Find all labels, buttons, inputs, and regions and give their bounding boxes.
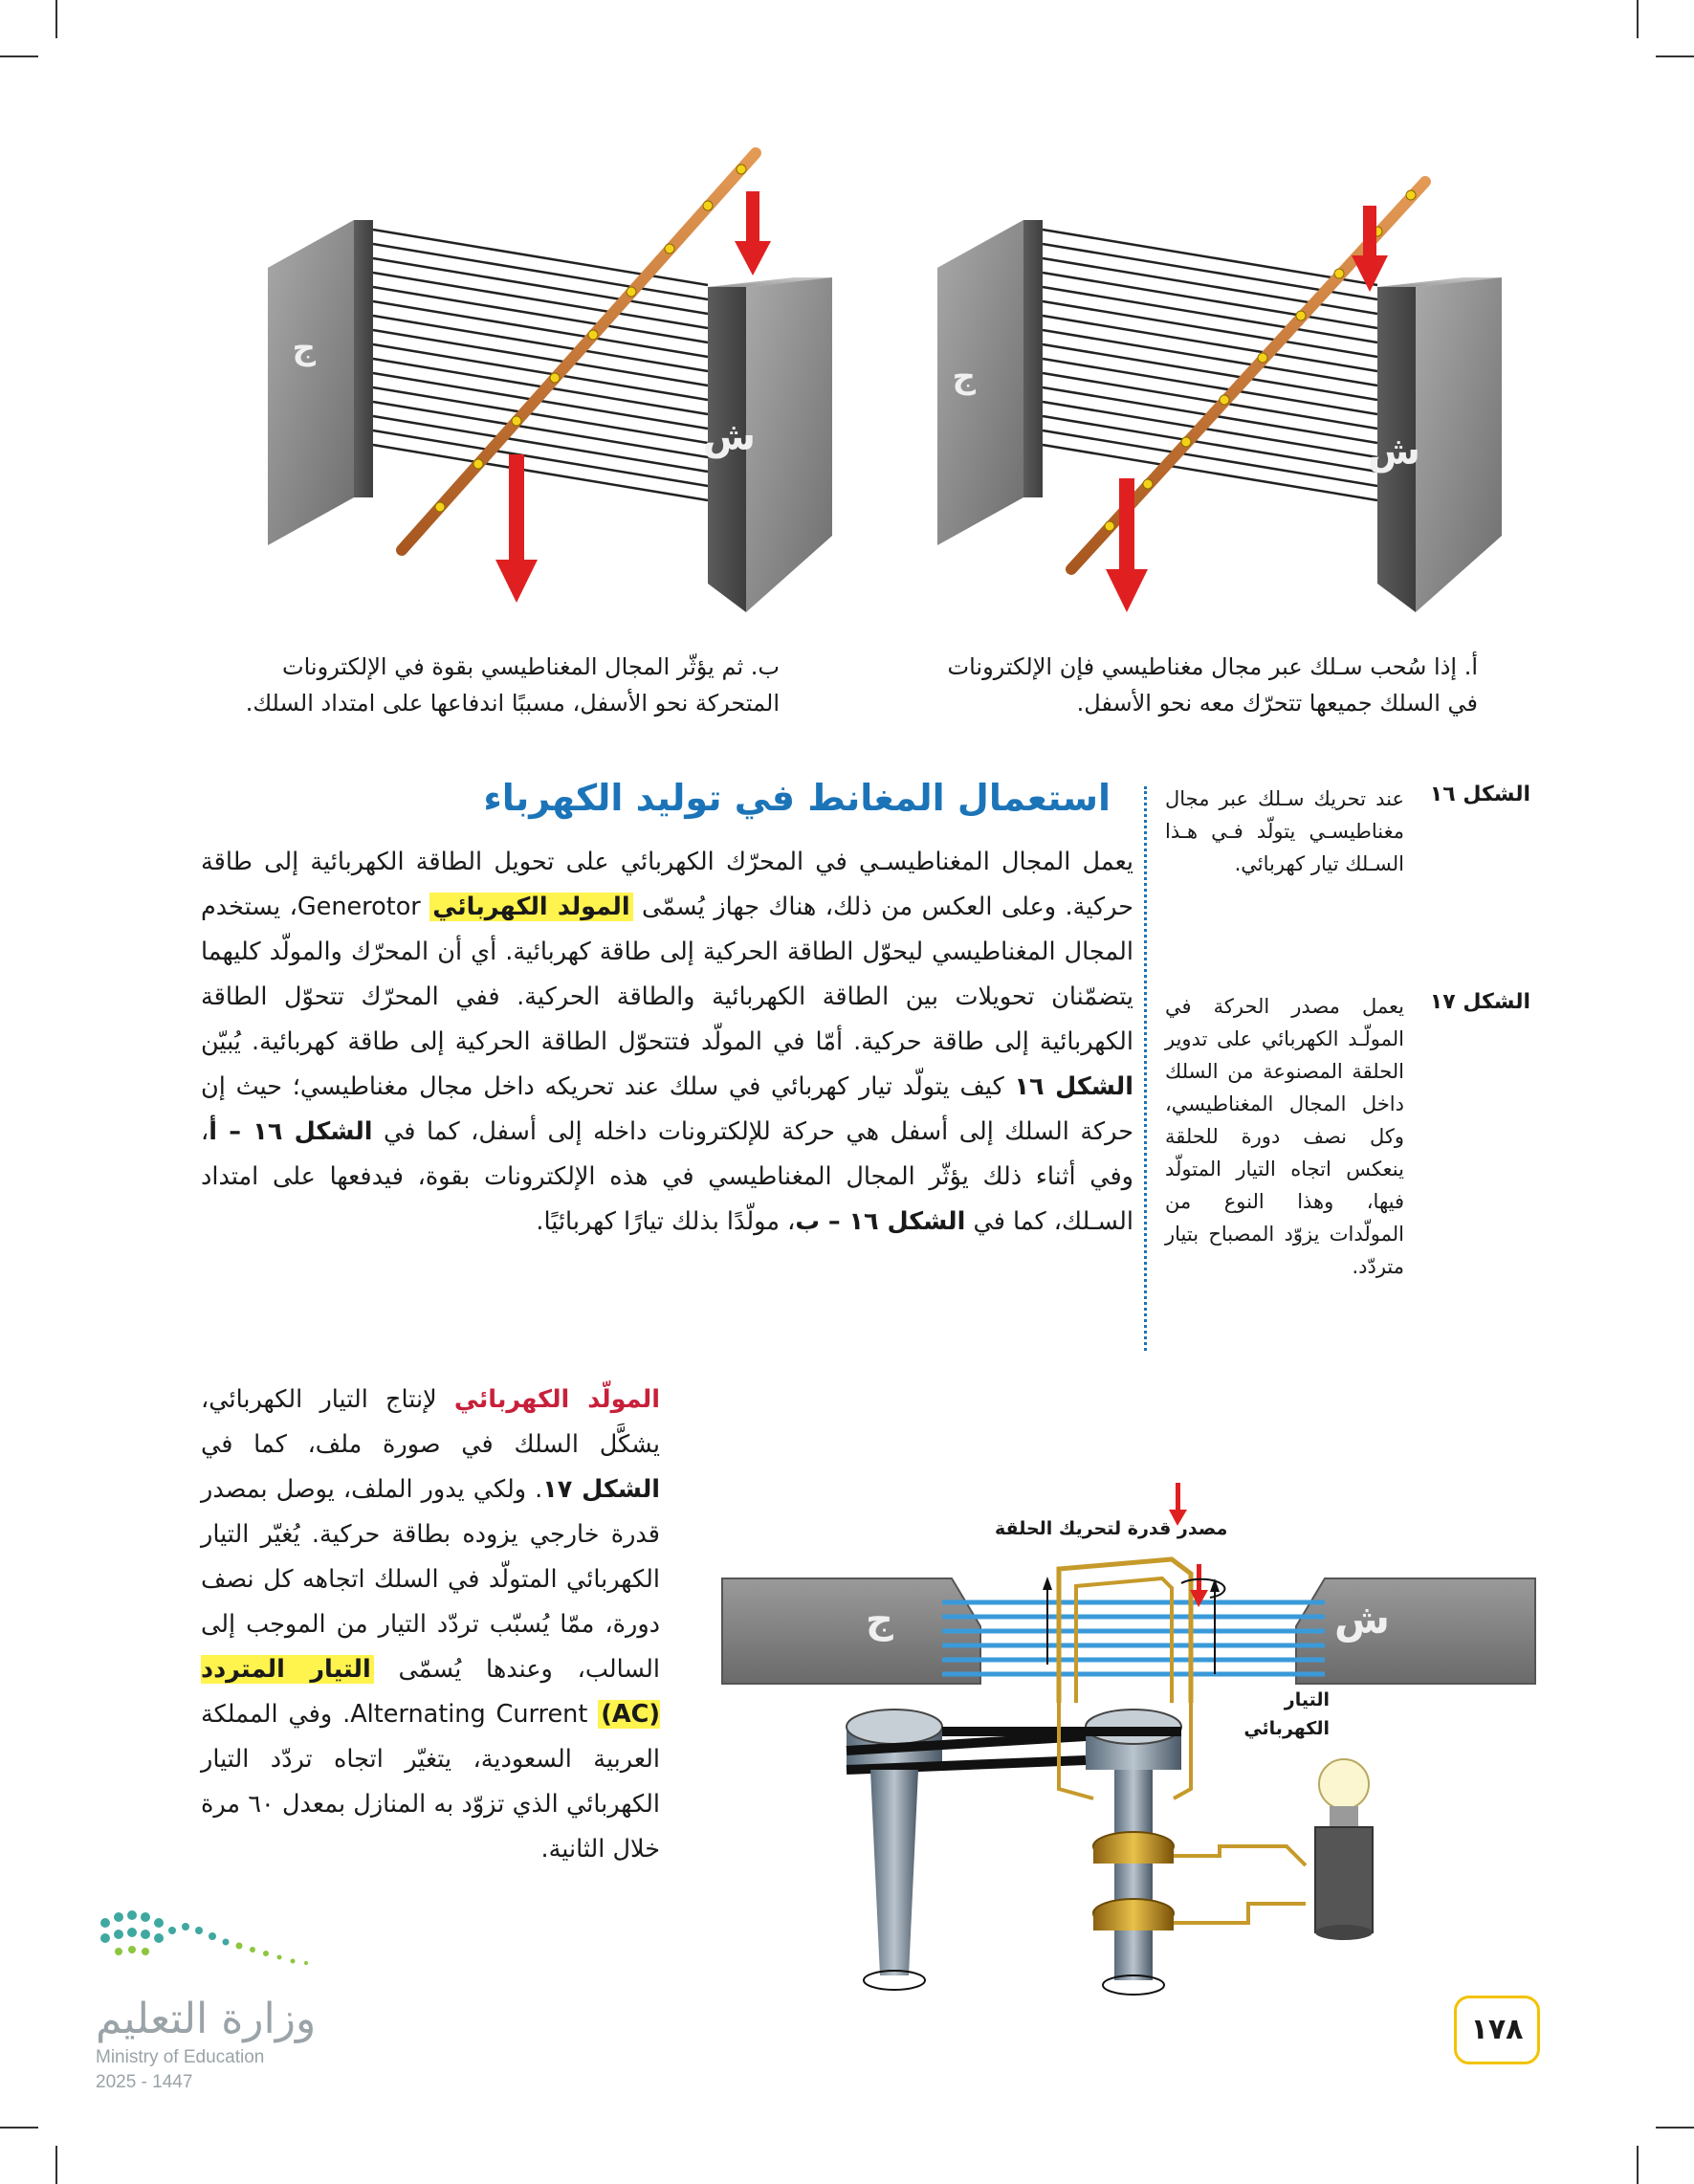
paragraph-text: ، مولّدًا بذلك تيارًا كهربائيًا. <box>536 1207 796 1236</box>
paragraph-text: . ولكي يدور الملف، يوصل بمصدر قدرة خارجي يزوده بطاقة حركية. يُغيّر التيار الكهربائي المتولّد في السلك اتجاهه كل نصف دورة، ممّا يُسبّب تردّد التيار من الموجب إلى السالب، وعندها يُسمّى <box>201 1475 661 1684</box>
crop-mark <box>1637 0 1639 38</box>
figure-16-caption-a: أ. إذا سُحب سـلك عبر مجال مغناطيسي فإن الإلكترونات في السلك جميعها تتحرّك معه نحو الأسفل. <box>947 653 1478 717</box>
figure-label: الشكل ١٦ <box>1429 783 1530 806</box>
magnet-south-label-a: ج <box>952 358 976 396</box>
magnet-south-label-b: ج <box>292 329 316 367</box>
year-label: 2025 - 1447 <box>96 2072 193 2092</box>
figure-reference: الشكل ١٧ <box>542 1475 661 1504</box>
ministry-logo-dots-icon <box>96 1904 316 1980</box>
figure-17-side-caption <box>1157 990 1530 1363</box>
figure-caption-text: عند تحريك سـلك عبر مجال مغناطيسـي يتولّد فـي هـذا السـلك تيار كهربائي. <box>1165 787 1404 875</box>
figure-caption-text: يعمل مصدر الحركة في المولّـد الكهربائي على تدوير الحلقة المصنوعة من السلك داخل المجال المغناطيسي، وكل نصف دورة للحلقة ينعكس اتجاه التيار المتولّد فيها، وهذا النوع من المولّدات يزوّد المصباح بتيار متردّد. <box>1165 995 1404 1278</box>
crop-mark <box>55 0 57 38</box>
ministry-name-ar: وزارة التعليم <box>96 1995 317 2043</box>
paragraph-generator-detail <box>201 1378 660 1872</box>
figure-reference: الشكل ١٦ – أ <box>209 1117 373 1146</box>
figure-16-illustration <box>258 134 1502 631</box>
crop-mark <box>0 55 38 57</box>
magnet-north-label: ش <box>1334 1596 1390 1643</box>
electric-current-label <box>1234 1686 1330 1743</box>
crop-mark <box>1656 55 1694 57</box>
panel-a-diagram <box>937 182 1502 612</box>
term-alternating-current: التيار المتردد (AC) <box>201 1655 660 1729</box>
field-lines <box>1043 230 1377 500</box>
magnet-north-label-a: ش <box>1367 430 1420 474</box>
paragraph-text: يعمل المجال المغناطيسـي في المحرّك الكهربائي على تحويل الطاقة الكهربائية إلى طاقة حركية. وعلى العكس من ذلك، هناك جهاز يُسمّى <box>201 848 1133 921</box>
magnet-north-label-b: ش <box>702 415 756 459</box>
field-lines <box>942 1602 1325 1674</box>
section-title: استعمال المغانط في توليد الكهرباء <box>483 777 1111 819</box>
paragraph-generator-intro <box>201 840 1133 1245</box>
column-divider <box>1144 786 1147 1351</box>
figure-reference: الشكل ١٦ <box>1014 1072 1134 1101</box>
magnet-south-label: ج <box>866 1598 893 1642</box>
page-number: ١٧٨ <box>1454 1996 1540 2064</box>
figure-label: الشكل ١٧ <box>1429 990 1530 1014</box>
paragraph-text: لإنتاج التيار الكهربائي، يشكَّل السلك في صورة ملف، كما في <box>201 1385 660 1459</box>
crop-mark <box>1656 2127 1694 2129</box>
crop-mark <box>0 2127 38 2129</box>
current-label-line: التيار <box>1284 1689 1330 1710</box>
paragraph-text: ، وفي أثناء ذلك يؤثّر المجال المغناطيسي في هذه الإلكترونات بقوة، فيدفعها على امتداد السـلك، كما في <box>201 1117 1133 1236</box>
magnet-north <box>1296 1578 1535 1684</box>
panel-b-diagram <box>268 153 832 612</box>
paragraph-text: Generotor، يستخدم المجال المغناطيسي ليحوّل الطاقة الحركية إلى طاقة كهربائية. أي أن المحرّك والمولّد كليهما يتضمّنان تحويلات بين الطاقة الكهربائية والطاقة الحركية. ففي المحرّك تتحوّل الطاقة الكهربائية إلى طاقة حركية. أمّا في المولّد فتتحوّل الطاقة الحركية إلى طاقة كهربائية. يُبيّن <box>201 893 1133 1056</box>
figure-16-caption-b: ب. ثم يؤثّر المجال المغناطيسي بقوة في الإلكترونات المتحركة نحو الأسفل، مسببًا اندفاعها على امتداد السلك. <box>245 653 780 717</box>
figure-17-illustration <box>713 1473 1545 2009</box>
magnet-south <box>722 1578 980 1684</box>
ministry-name-en: Ministry of Education <box>96 2047 265 2067</box>
lightbulb-icon <box>1315 1759 1373 1940</box>
crop-mark <box>55 2146 57 2184</box>
figure-16-side-caption <box>1157 783 1530 964</box>
term-generator: المولد الكهربائي <box>429 893 632 921</box>
crop-mark <box>1637 2146 1639 2184</box>
figure-reference: الشكل ١٦ – ب <box>795 1207 966 1236</box>
term-electric-generator: المولّد الكهربائي <box>453 1385 660 1414</box>
power-source-label: مصدر قدرة لتحريك الحلقة <box>995 1518 1228 1539</box>
paragraph-text: كيف يتولّد تيار كهربائي في سلك عند تحريكه داخل مجال مغناطيسي؛ حيث إن حركة السلك إلى أسفل هي حركة للإلكترونات داخله إلى أسفل، كما في <box>201 1072 1133 1146</box>
current-label-line: الكهربائي <box>1243 1718 1330 1739</box>
paragraph-text: Alternating Current. وفي المملكة العربية السعودية، يتغيّر اتجاه تردّد التيار الكهربائي الذي تزوّد به المنازل بمعدل ٦٠ مرة خلال الثانية. <box>201 1700 660 1864</box>
